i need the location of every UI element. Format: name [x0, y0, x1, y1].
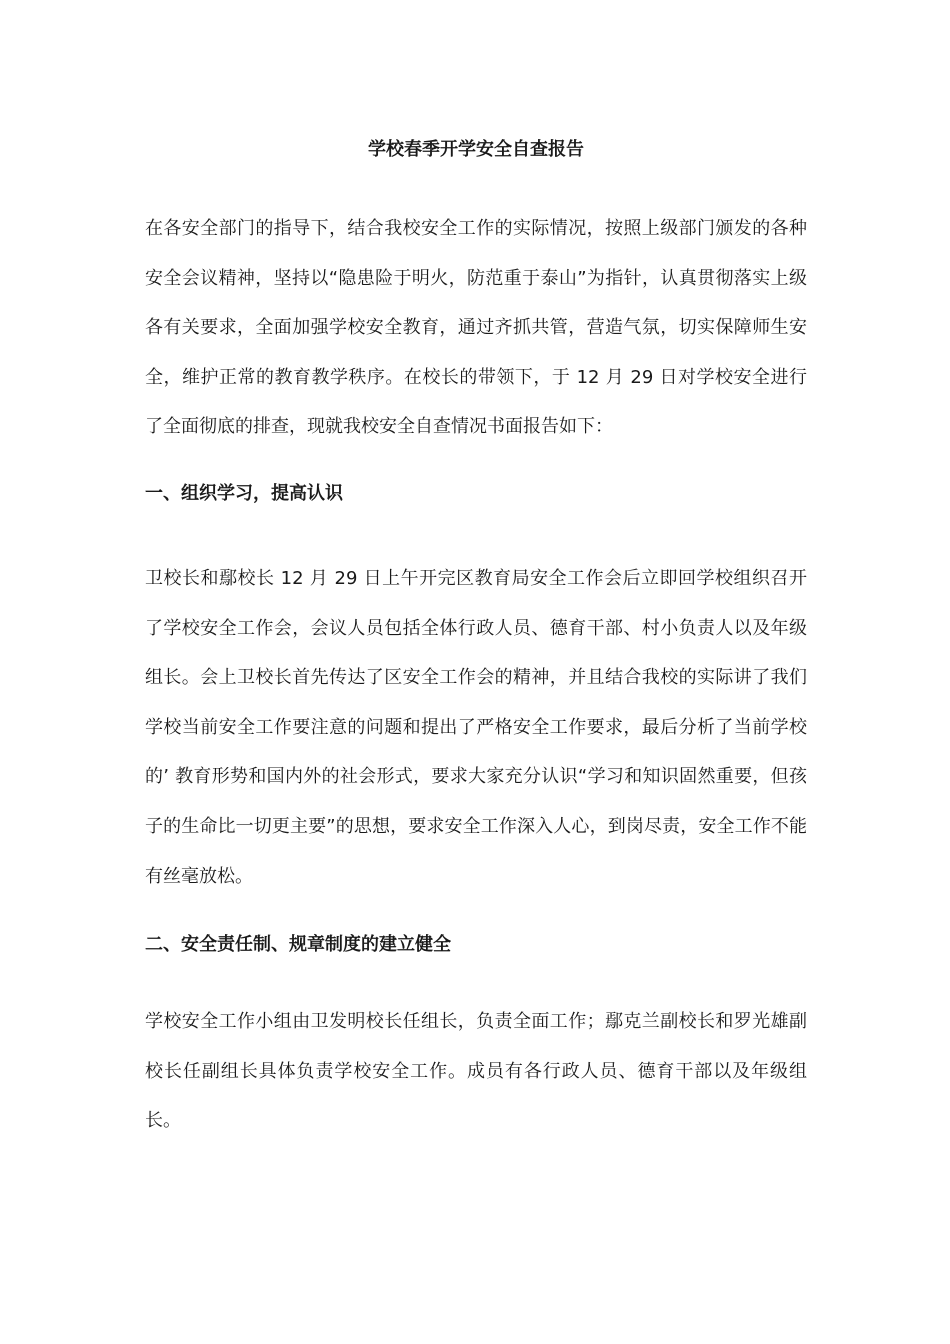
section-2-paragraph: 学校安全工作小组由卫发明校长任组长，负责全面工作；鄢克兰副校长和罗光雄副校长任副组长具体负责学校安全工作。成员有各行政人员、德育干部以及年级组长。 — [145, 1011, 807, 1132]
document-title: 学校春季开学安全自查报告 — [368, 139, 584, 160]
section-1-paragraph: 卫校长和鄢校长 12 月 29 日上午开完区教育局安全工作会后立即回学校组织召开了学校安全工作会，会议人员包括全体行政人员、德育干部、村小负责人以及年级组长。会上卫校长首先传达了区安全工作会的精神，并且结合我校的实际讲了我们学校当前安全工作要注意的问题和提出了严格安全工作要求，最后分析了当前学校的’ 教育形势和国内外的社会形式，要求大家充分认识“学习和知识固然重要，但孩子的生命比一切更主要”的思想，要求安全工作深入人心，到岗尽责，安全工作不能有丝毫放松。 — [145, 567, 807, 887]
intro-paragraph: 在各安全部门的指导下，结合我校安全工作的实际情况，按照上级部门颁发的各种安全会议精神，坚持以“隐患险于明火，防范重于泰山”为指针，认真贯彻落实上级各有关要求，全面加强学校安全教育，通过齐抓共管，营造气氛，切实保障师生安全，维护正常的教育教学秩序。在校长的带领下，于 12 月 29 日对学校安全进行了全面彻底的排查，现就我校安全自查情况书面报告如下： — [145, 218, 807, 438]
document-body — [145, 132, 807, 1146]
section-2-heading: 二、安全责任制、规章制度的建立健全 — [145, 934, 451, 956]
section-1-heading: 一、组织学习，提高认识 — [145, 482, 343, 504]
